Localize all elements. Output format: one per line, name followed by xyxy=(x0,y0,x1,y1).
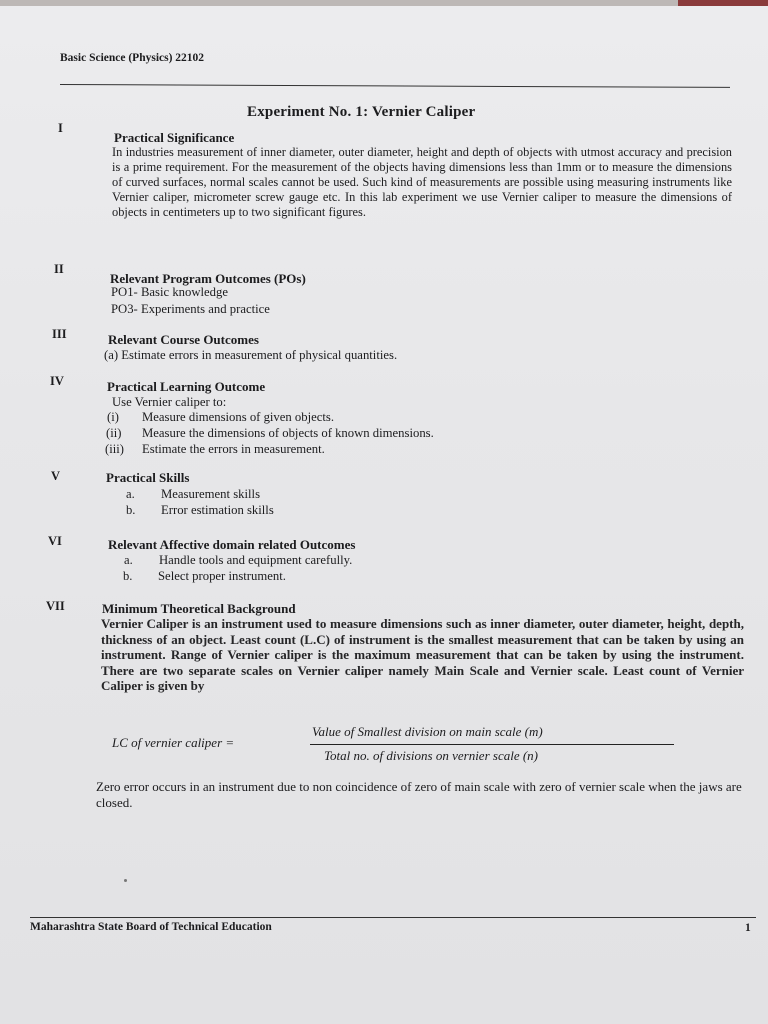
section-heading-4: Practical Learning Outcome xyxy=(107,379,266,394)
learning-outcome-intro: Use Vernier caliper to: xyxy=(112,395,227,409)
section-number-7: VII xyxy=(46,599,65,613)
affective-outcome-a: Handle tools and equipment carefully. xyxy=(159,553,353,567)
po-item-2: PO3- Experiments and practice xyxy=(111,302,270,316)
footer-board: Maharashtra State Board of Technical Education xyxy=(30,921,272,933)
course-outcome-a: (a) Estimate errors in measurement of physical quantities. xyxy=(104,348,398,362)
learning-outcome-label-3: (iii) xyxy=(105,442,124,456)
page-title: Experiment No. 1: Vernier Caliper xyxy=(247,104,476,120)
affective-outcome-b: Select proper instrument. xyxy=(158,569,286,583)
footer-rule xyxy=(30,917,756,918)
background-edge xyxy=(678,0,768,6)
header-rule xyxy=(60,84,730,88)
section-number-5: V xyxy=(51,469,61,483)
section-heading-2: Relevant Program Outcomes (POs) xyxy=(110,271,306,286)
header-subject: Basic Science (Physics) 22102 xyxy=(60,52,205,64)
affective-label-b: b. xyxy=(123,569,133,583)
formula-fraction-line xyxy=(310,744,674,745)
learning-outcome-3: Estimate the errors in measurement. xyxy=(142,442,325,456)
po-item-1: PO1- Basic knowledge xyxy=(111,285,228,299)
skill-a: Measurement skills xyxy=(161,487,261,501)
skill-b: Error estimation skills xyxy=(161,503,274,517)
section-heading-3: Relevant Course Outcomes xyxy=(108,332,259,347)
learning-outcome-label-2: (ii) xyxy=(106,426,122,440)
affective-label-a: a. xyxy=(124,553,133,567)
skill-label-a: a. xyxy=(126,487,135,501)
learning-outcome-1: Measure dimensions of given objects. xyxy=(142,410,335,424)
least-count-formula xyxy=(112,724,692,770)
section-body-7: Vernier Caliper is an instrument used to measure dimensions such as inner diameter, outer diameter, height, depth, thickness of an object. Least count (L.C) of instrument is the smallest measurement that can be taken by using an instrument. Range of Vernier caliper is the maximum measurement that can be taken by using the instrument. There are two separate scales on Vernier caliper namely Main Scale and Vernier scale. Least count of Vernier Caliper is given by xyxy=(101,616,744,694)
learning-outcome-label-1: (i) xyxy=(107,410,119,424)
zero-error-text: Zero error occurs in an instrument due to non coincidence of zero of main scale with zero of vernier scale when the jaws are closed. xyxy=(96,779,742,810)
section-heading-6: Relevant Affective domain related Outcomes xyxy=(108,537,356,552)
section-body-1: In industries measurement of inner diameter, outer diameter, height and depth of objects with utmost accuracy and precision is a prime requirement. For the measurement of the objects having dimensions less than 1mm or to measure the dimensions of curved surfaces, normal scales cannot be used. Such kind of measurements are possible using measuring instruments like Vernier caliper, micrometer screw gauge etc. In this lab experiment we use Vernier caliper to measure the dimensions of objects in centimeters up to two significant figures. xyxy=(112,145,732,219)
section-heading-5: Practical Skills xyxy=(106,470,190,485)
formula-denominator: Total no. of divisions on vernier scale (n) xyxy=(324,748,539,763)
learning-outcome-2: Measure the dimensions of objects of known dimensions. xyxy=(142,426,434,440)
section-heading-1: Practical Significance xyxy=(114,130,235,145)
page-mark xyxy=(124,879,127,882)
section-number-1: I xyxy=(58,121,63,135)
page-number: 1 xyxy=(745,922,751,934)
section-heading-7: Minimum Theoretical Background xyxy=(102,601,296,616)
section-number-3: III xyxy=(52,327,67,341)
section-number-2: II xyxy=(54,262,64,276)
page-top-edge xyxy=(0,0,768,6)
skill-label-b: b. xyxy=(126,503,136,517)
section-number-6: VI xyxy=(48,534,62,548)
formula-lhs: LC of vernier caliper = xyxy=(112,735,235,750)
formula-numerator: Value of Smallest division on main scale (m) xyxy=(312,724,543,739)
section-number-4: IV xyxy=(50,374,64,388)
